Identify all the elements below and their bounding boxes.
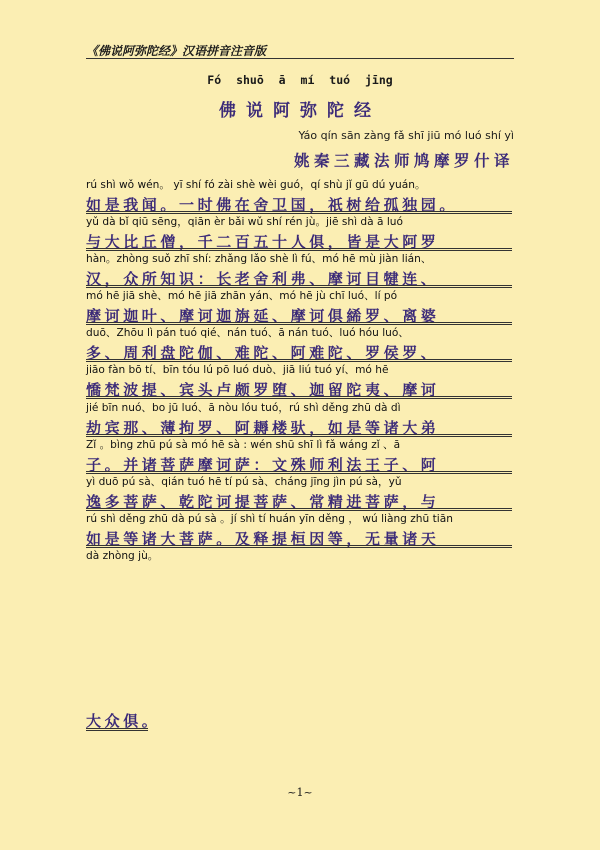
pinyin-line: yì duō pú sà、qián tuó hē tí pú sà、cháng jīng jìn pú sà，yǔ [86,475,402,488]
pinyin-line: rú shì děng zhū dà pú sà 。jí shì tí huán yīn děng ， wú liàng zhū tiān [86,512,453,525]
document-header: 《佛说阿弥陀经》汉语拼音注音版 [86,44,267,58]
pinyin-line: yǔ dà bǐ qiū sēng，qiān èr bǎi wǔ shí rén jù。jiē shì dà ā luó [86,216,403,229]
hanzi-line: 子。并诸菩萨摩诃萨：文殊师利法王子、阿 [86,455,440,474]
pinyin-line: rú shì wǒ wén。 yī shí fó zài shè wèi guó，qí shù jǐ gū dú yuán。 [86,179,426,191]
hanzi-line: 多、周利盘陀伽、难陀、阿难陀、罗侯罗、 [86,344,440,363]
hanzi-line: 汉，众所知识：长老舍利弗、摩诃目犍连、 [86,270,440,289]
hanzi-line: 如是等诸大菩萨。及释提桓因等，无量诸天 [86,529,440,548]
hanzi-line: 如是我闻。一时佛在舍卫国，祇树给孤独园。 [86,196,459,214]
text-line [86,437,514,474]
pinyin-line: jiāo fàn bō tí、bīn tóu lú pō luó duò、jiā liú tuó yí、mó hē [86,364,389,377]
page-number: ~1~ [287,786,313,799]
line-underline [86,728,148,731]
text-line [86,511,514,548]
pinyin-line: hàn。zhòng suǒ zhī shí: zhǎng lǎo shè lì fú、mó hē mù jiàn lián、 [86,253,432,266]
text-line [86,288,514,325]
pinyin-line: duō、Zhōu lì pán tuó qié、nán tuó、ā nán tuó、luó hóu luó、 [86,327,409,340]
pinyin-line: mó hē jiā shè、mó hē jiā zhān yán、mó hē jù chī luó、lí pó [86,290,398,303]
translator-pinyin: Yáo qín sān zàng fǎ shī jiū mó luó shí yì [298,129,514,142]
hanzi-line: 劫宾那、薄拘罗、阿耨楼驮，如是等诸大弟 [86,418,440,437]
hanzi-line: 大众俱。 [86,712,161,730]
text-line [86,474,514,511]
text-line [86,362,514,399]
text-line-last [86,548,514,585]
page-title: 佛说阿弥陀经 [219,101,381,121]
pinyin-line: jié bīn nuó、bo jū luó、ā nòu lóu tuó，rú shì děng zhū dà dì [86,401,401,414]
pinyin-line: Zǐ 。bìng zhū pú sà mó hē sà : wén shū shī lì fǎ wáng zǐ 、ā [86,438,401,451]
pinyin-line: dà zhòng jù。 [86,549,159,562]
translator-credit: 姚秦三藏法师鸠摩罗什译 [293,151,514,170]
hanzi-line: 逸多菩萨、乾陀诃提菩萨、常精进菩萨，与 [86,492,440,511]
header-divider [86,58,514,59]
text-line [86,214,514,251]
text-line [86,400,514,437]
hanzi-line: 憍梵波提、宾头卢颇罗堕、迦留陀夷、摩诃 [86,381,440,400]
scripture-body [86,177,514,585]
text-line [86,251,514,288]
text-line [86,325,514,362]
hanzi-line: 与大比丘僧，千二百五十人俱，皆是大阿罗 [86,233,440,252]
title-pinyin: Fó shuō ā mí tuó jīng [207,73,393,87]
hanzi-line: 摩诃迦叶、摩诃迦旃延、摩诃俱絺罗、离婆 [86,307,440,326]
text-line [86,177,514,214]
